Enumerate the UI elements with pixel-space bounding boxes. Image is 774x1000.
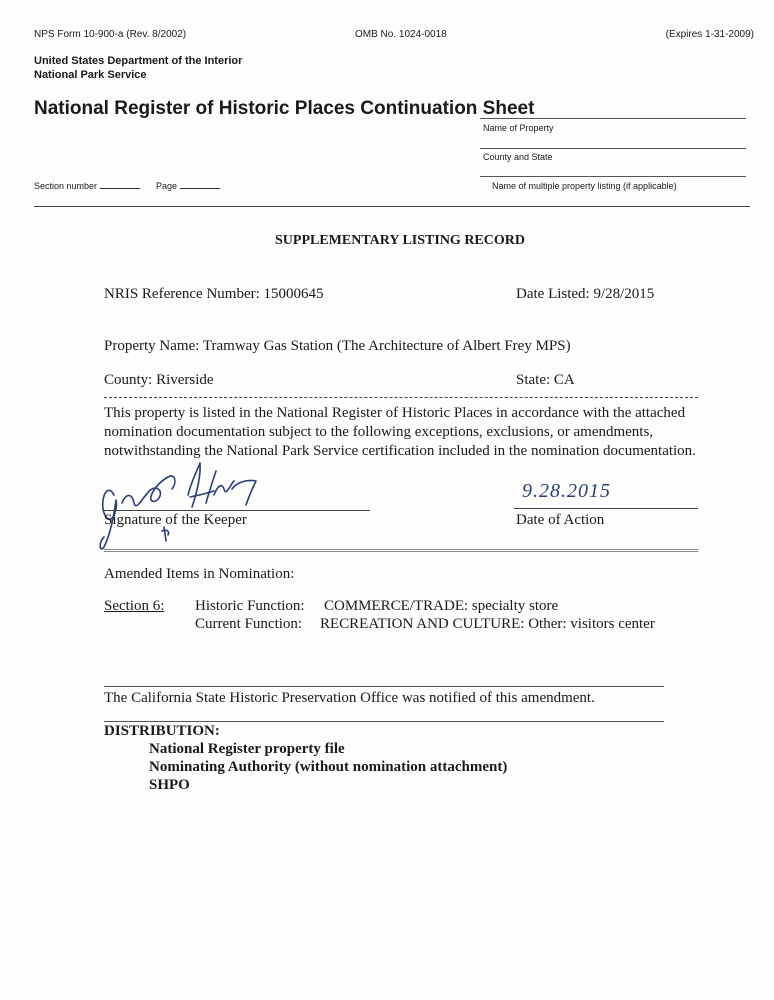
shpo-top-rule xyxy=(104,686,664,687)
page-field xyxy=(156,181,220,191)
county-state-line xyxy=(480,148,746,149)
state: State: CA xyxy=(516,372,575,388)
county-state-label: County and State xyxy=(483,152,553,162)
multiple-listing-line xyxy=(480,176,746,177)
section-label: Section 6: xyxy=(104,598,165,614)
name-of-property-label: Name of Property xyxy=(483,123,554,133)
county: County: Riverside xyxy=(104,372,214,388)
dashed-divider xyxy=(104,397,698,398)
header-divider xyxy=(34,206,750,207)
action-date-line xyxy=(514,508,698,509)
section-number-label: Section number xyxy=(34,181,98,191)
date-of-action-label: Date of Action xyxy=(516,512,605,528)
distribution-label: DISTRIBUTION: xyxy=(104,723,220,739)
distribution-item-nominating-authority: Nominating Authority (without nomination attachment) xyxy=(149,759,508,775)
current-function-value: RECREATION AND CULTURE: Other: visitors center xyxy=(320,616,655,632)
historic-function-value: COMMERCE/TRADE: specialty store xyxy=(324,598,559,614)
form-title: National Register of Historic Places Continuation Sheet xyxy=(34,98,535,119)
statement-line-1: This property is listed in the National Register of Historic Places in accordance with the attached xyxy=(104,405,686,421)
service-name: National Park Service xyxy=(34,69,147,81)
signature-label: Signature of the Keeper xyxy=(104,512,247,528)
keeper-signature xyxy=(96,455,286,555)
shpo-notification: The California State Historic Preservation Office was notified of this amendment. xyxy=(104,690,595,706)
historic-function-label: Historic Function: xyxy=(195,598,305,614)
amended-items-label: Amended Items in Nomination: xyxy=(104,566,295,582)
form-id: NPS Form 10-900-a (Rev. 8/2002) xyxy=(34,29,187,40)
section-number-blank xyxy=(100,188,140,189)
distribution-item-shpo: SHPO xyxy=(149,777,190,793)
expiration-date: (Expires 1-31-2009) xyxy=(665,29,754,40)
current-function-label: Current Function: xyxy=(195,616,303,632)
signature-line xyxy=(104,510,370,511)
name-of-property-line xyxy=(480,118,746,119)
signature-divider xyxy=(104,549,698,552)
page-blank xyxy=(180,188,220,189)
statement-line-3: notwithstanding the National Park Service certification included in the nomination documentation. xyxy=(104,443,696,459)
section-number-field xyxy=(34,181,140,191)
shpo-bottom-rule xyxy=(104,721,664,722)
statement-line-2: nomination documentation subject to the following exceptions, exclusions, or amendments, xyxy=(104,424,654,440)
date-listed: Date Listed: 9/28/2015 xyxy=(516,286,655,302)
distribution-item-register-file: National Register property file xyxy=(149,741,345,757)
property-name: Property Name: Tramway Gas Station (The Architecture of Albert Frey MPS) xyxy=(104,338,571,354)
nris-reference: NRIS Reference Number: 15000645 xyxy=(104,286,324,302)
multiple-listing-label: Name of multiple property listing (if applicable) xyxy=(492,181,677,191)
omb-number: OMB No. 1024-0018 xyxy=(355,29,447,40)
handwritten-action-date: 9.28.2015 xyxy=(522,480,611,502)
page-label: Page xyxy=(156,181,178,191)
record-heading: SUPPLEMENTARY LISTING RECORD xyxy=(275,233,525,248)
department-name: United States Department of the Interior xyxy=(34,55,243,67)
